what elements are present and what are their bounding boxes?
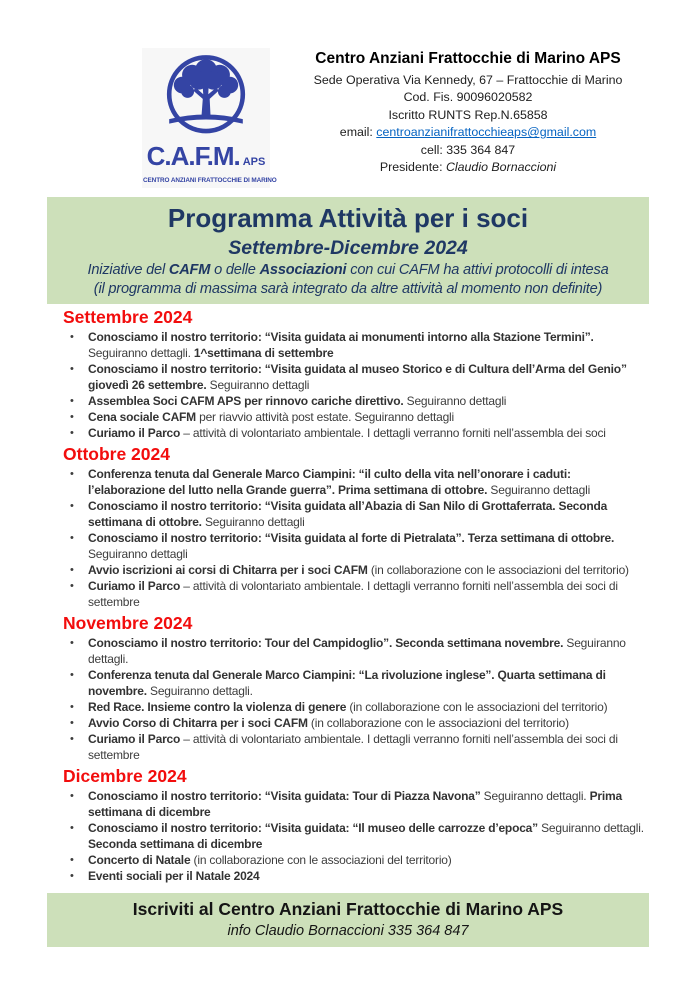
activity-item	[63, 788, 648, 820]
text-segment: Curiamo il Parco	[88, 426, 181, 440]
activity-item	[63, 361, 648, 393]
signup-banner	[47, 893, 649, 947]
text-segment: Avvio iscrizioni ai corsi di Chitarra per i soci CAFM	[88, 563, 368, 577]
section-title: Novembre 2024	[63, 613, 193, 633]
text-segment: Concerto di Natale	[88, 853, 191, 867]
logo-subtitle: CENTRO ANZIANI FRATTOCCHIE DI MARINO	[143, 177, 277, 184]
text-segment: Eventi sociali per il Natale 2024	[88, 869, 260, 883]
text-segment: Seguiranno dettagli.	[146, 684, 253, 698]
text-segment: Conferenza tenuta dal Generale Marco Ciampini: “il culto della vita nell’onorare i caduti: l’elaborazione del lutto nella Grande guerra”. Prima settimana di ottobre.	[88, 467, 571, 497]
text-segment: Seguiranno dettagli	[403, 394, 507, 408]
bullet-icon: •	[70, 733, 74, 745]
month-section	[63, 307, 648, 441]
activity-item	[63, 530, 648, 562]
activity-item	[63, 393, 648, 409]
text-segment: Iniziative del	[87, 262, 169, 278]
activity-list	[63, 635, 648, 763]
text-segment: Conferenza tenuta dal Generale Marco Ciampini: “La rivoluzione inglese”. Quarta settimana di novembre.	[88, 668, 606, 698]
bullet-icon: •	[70, 395, 74, 407]
bullet-icon: •	[70, 637, 74, 649]
activity-list	[63, 788, 648, 884]
activity-item	[63, 715, 648, 731]
text-segment: Seguiranno dettagli.	[88, 636, 626, 666]
program-period: Settembre-Dicembre 2024	[228, 237, 468, 259]
text-segment: (in collaborazione con le associazioni del territorio)	[190, 853, 452, 867]
bullet-icon: •	[70, 500, 74, 512]
text-segment: Curiamo il Parco	[88, 579, 181, 593]
text-segment: Conosciamo il nostro territorio: “Visita guidata: Tour di Piazza Navona”	[88, 789, 481, 803]
bullet-icon: •	[70, 822, 74, 834]
header	[142, 48, 648, 188]
program-title: Programma Attività per i soci	[167, 203, 529, 233]
text-segment: Avvio Corso di Chitarra per i soci CAFM	[88, 716, 308, 730]
cafm-logo	[142, 48, 277, 188]
text-segment: Seconda settimana di dicembre	[88, 837, 263, 851]
text-segment: – attività di volontariato ambientale. I dettagli verranno forniti nell’assembla dei soci di settembre	[88, 732, 618, 762]
text-segment: Seguiranno dettagli	[88, 547, 188, 561]
email-label: email:	[339, 125, 377, 140]
text-segment: Red Race. Insieme contro la violenza di genere	[88, 700, 347, 714]
activity-item	[63, 578, 648, 610]
activity-item	[63, 409, 648, 425]
text-segment: (in collaborazione con le associazioni del territorio)	[346, 700, 608, 714]
org-cell: cell: 335 364 847	[420, 142, 516, 157]
activity-item	[63, 562, 648, 578]
bullet-icon: •	[70, 669, 74, 681]
bullet-icon: •	[70, 411, 74, 423]
month-section	[63, 444, 648, 610]
president-label: Presidente:	[379, 160, 446, 175]
activity-item	[63, 731, 648, 763]
bullet-icon: •	[70, 701, 74, 713]
section-title: Dicembre 2024	[63, 766, 187, 786]
activity-item	[63, 425, 648, 441]
program-banner	[47, 197, 649, 304]
text-segment: Associazioni	[259, 262, 347, 278]
sections	[63, 307, 648, 884]
org-registry: Iscritto RUNTS Rep.N.65858	[388, 107, 548, 122]
activity-item	[63, 329, 648, 361]
bullet-icon: •	[70, 790, 74, 802]
text-segment: Seguiranno dettagli.	[88, 346, 194, 360]
activity-item	[63, 635, 648, 667]
section-title: Settembre 2024	[63, 307, 193, 327]
text-segment: Cena sociale CAFM	[88, 410, 196, 424]
bullet-icon: •	[70, 427, 74, 439]
text-segment: Seguiranno dettagli	[487, 483, 591, 497]
text-segment: – attività di volontariato ambientale. I dettagli verranno forniti nell’assembla dei soci	[180, 426, 606, 440]
bullet-icon: •	[70, 331, 74, 343]
text-segment: Conosciamo il nostro territorio: “Visita guidata ai monumenti intorno alla Stazione Termini”.	[88, 330, 594, 344]
month-section	[63, 766, 648, 884]
activity-list	[63, 466, 648, 610]
text-segment: Assemblea Soci CAFM APS per rinnovo cariche direttivo.	[88, 394, 404, 408]
banner-line2: (il programma di massima sarà integrato da altre attività al momento non definite)	[93, 281, 603, 297]
president-name: Claudio Bornaccioni	[445, 160, 557, 175]
text-segment: Seguiranno dettagli	[201, 515, 305, 529]
text-segment: Conosciamo il nostro territorio: “Visita guidata al forte di Pietralata”. Terza settimana di ottobre.	[88, 531, 615, 545]
activity-item	[63, 820, 648, 852]
org-president-line	[288, 159, 648, 176]
logo-aps-suffix: APS	[242, 156, 266, 168]
activity-list	[63, 329, 648, 441]
text-segment: con cui CAFM ha attivi protocolli di intesa	[346, 262, 609, 278]
month-section	[63, 613, 648, 763]
activity-item	[63, 498, 648, 530]
activity-item	[63, 868, 648, 884]
text-segment: Seguiranno dettagli.	[480, 789, 590, 803]
bullet-icon: •	[70, 532, 74, 544]
banner-line1	[51, 261, 645, 280]
bullet-icon: •	[70, 717, 74, 729]
bullet-icon: •	[70, 854, 74, 866]
activity-item	[63, 852, 648, 868]
text-segment: Seguiranno dettagli.	[537, 821, 644, 835]
text-segment: Prima settimana di dicembre	[88, 789, 622, 819]
text-segment: 1^settimana di settembre	[193, 346, 334, 360]
text-segment: – attività di volontariato ambientale. I dettagli verranno forniti nell’assembla dei soci di settembre	[88, 579, 618, 609]
text-segment: Conosciamo il nostro territorio: “Visita guidata: “Il museo delle carrozze d’epoca”	[88, 821, 538, 835]
activity-item	[63, 466, 648, 498]
text-segment: Conosciamo il nostro territorio: “Visita guidata all’Abazia di San Nilo di Grottaferrata. Seconda settimana di ottobre.	[88, 499, 608, 529]
bullet-icon: •	[70, 363, 74, 375]
bullet-icon: •	[70, 870, 74, 882]
org-name: Centro Anziani Frattocchie di Marino APS	[315, 50, 621, 67]
org-email-line	[288, 124, 648, 141]
org-address: Sede Operativa Via Kennedy, 67 – Frattocchie di Marino	[313, 73, 623, 87]
bullet-icon: •	[70, 468, 74, 480]
bullet-icon: •	[70, 564, 74, 576]
header-contact-block	[270, 48, 648, 176]
email-link[interactable]: centroanzianifrattocchieaps@gmail.com	[376, 125, 597, 140]
signup-title: Iscriviti al Centro Anziani Frattocchie di Marino APS	[132, 899, 564, 919]
text-segment: Conosciamo il nostro territorio: “Visita guidata al museo Storico e di Cultura dell’Arma del Genio” giovedì 26 settembre.	[88, 362, 627, 392]
text-segment: per riavvio attività post estate. Seguiranno dettagli	[195, 410, 454, 424]
activity-item	[63, 699, 648, 715]
text-segment: o delle	[210, 262, 260, 278]
section-title: Ottobre 2024	[63, 444, 170, 464]
text-segment: (in collaborazione con le associazioni del territorio)	[367, 563, 629, 577]
signup-info: info Claudio Bornaccioni 335 364 847	[227, 923, 469, 939]
text-segment: Seguiranno dettagli	[206, 378, 310, 392]
text-segment: Curiamo il Parco	[88, 732, 181, 746]
activity-item	[63, 667, 648, 699]
text-segment: CAFM	[168, 262, 211, 278]
text-segment: Conosciamo il nostro territorio: Tour del Campidoglio”. Seconda settimana novembre.	[88, 636, 564, 650]
tree-icon	[148, 51, 264, 143]
logo-acronym: C.A.F.M. APS	[146, 141, 266, 171]
org-fiscal-code: Cod. Fis. 90096020582	[403, 90, 533, 105]
bullet-icon: •	[70, 580, 74, 592]
text-segment: (in collaborazione con le associazioni del territorio)	[307, 716, 569, 730]
